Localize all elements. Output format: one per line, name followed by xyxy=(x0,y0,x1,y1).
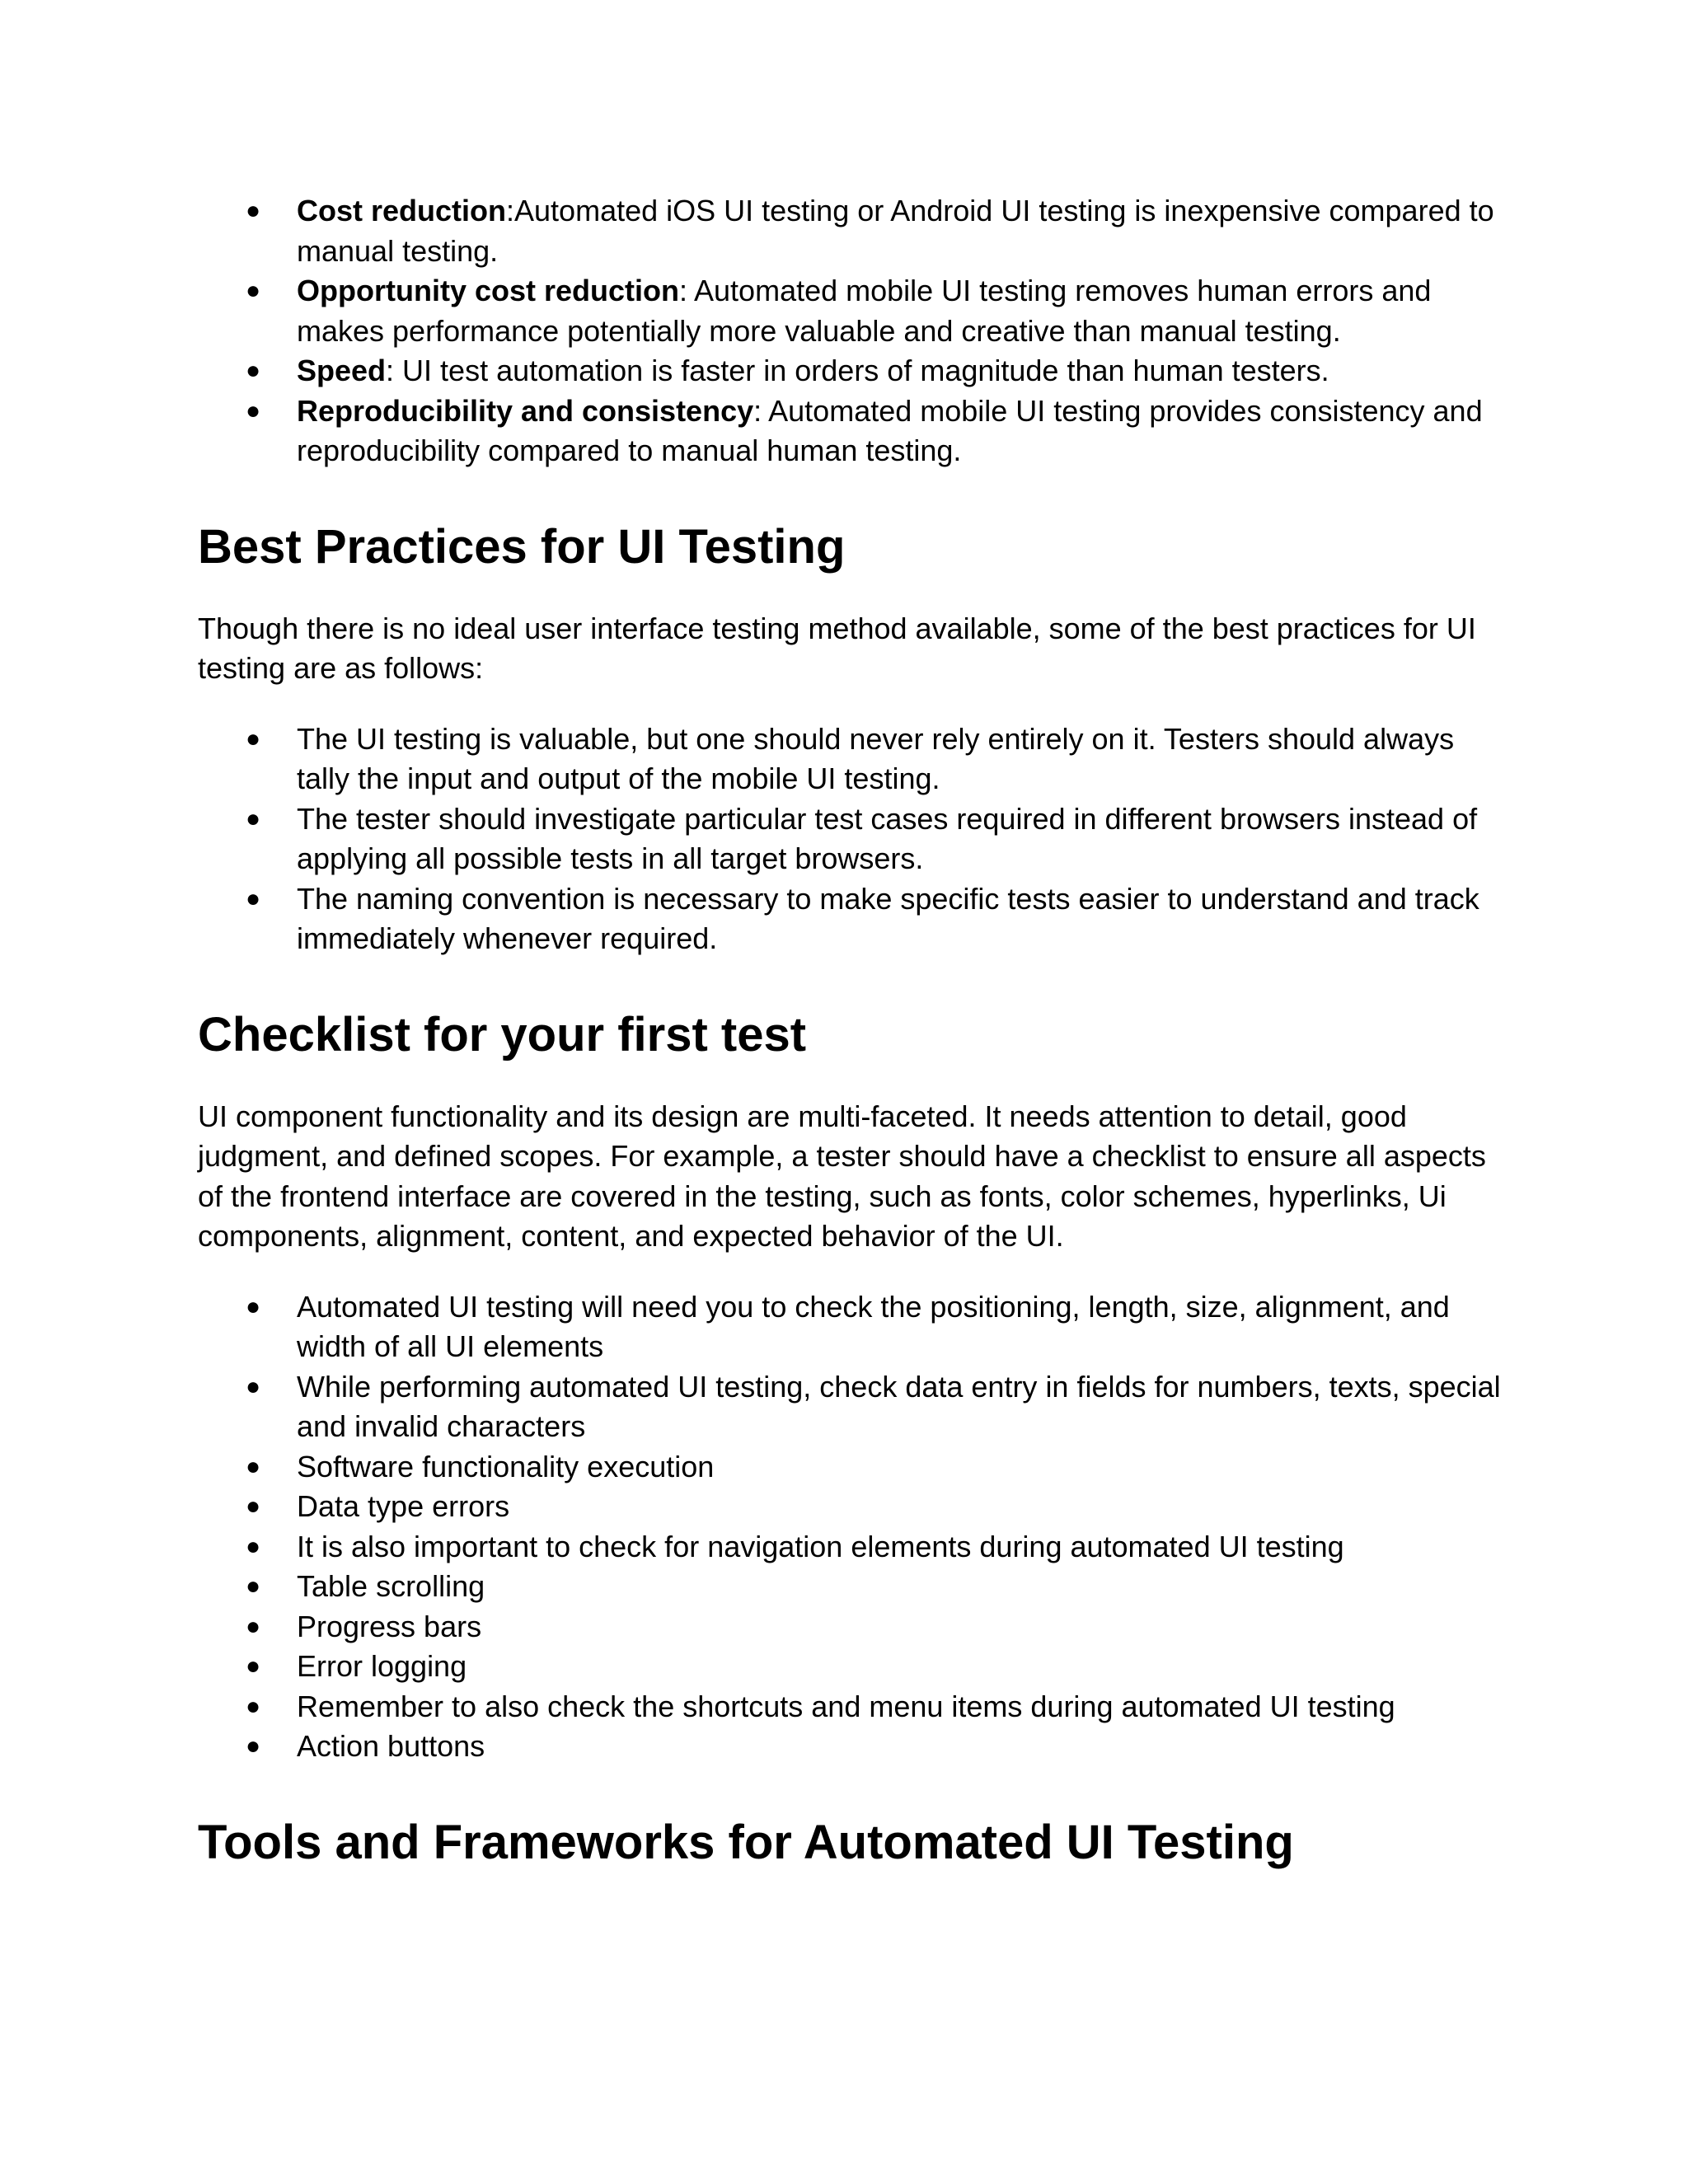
list-item-text: Table scrolling xyxy=(297,1569,485,1603)
bullet-icon: ● xyxy=(246,724,261,752)
list-item-text: Data type errors xyxy=(297,1489,510,1523)
best-practices-intro: Though there is no ideal user interface testing method available, some of the best practices for UI testing are as follows: xyxy=(198,611,1476,685)
list-item xyxy=(198,1487,1508,1527)
bullet-icon: ● xyxy=(246,197,261,224)
list-item xyxy=(198,1567,1508,1607)
list-item-term: Cost reduction xyxy=(297,194,507,227)
bullet-icon: ● xyxy=(246,1612,261,1640)
list-item xyxy=(198,191,1508,271)
bullet-icon: ● xyxy=(246,1493,261,1520)
bullet-icon: ● xyxy=(246,804,261,832)
list-item-text: It is also important to check for navigation elements during automated UI testing xyxy=(297,1529,1344,1563)
document-content xyxy=(198,191,1508,1872)
list-item-term: Opportunity cost reduction xyxy=(297,274,679,307)
list-item xyxy=(198,879,1508,959)
list-item-text: Automated UI testing will need you to check the positioning, length, size, alignment, and width of all UI elements xyxy=(297,1289,1450,1363)
benefits-list xyxy=(198,191,1508,471)
list-item xyxy=(198,351,1508,391)
list-item xyxy=(198,1607,1508,1647)
list-item-text: : Automated mobile UI testing removes human errors and makes performance potentially more valuable and creative than manual testing. xyxy=(297,274,1432,348)
bullet-icon: ● xyxy=(246,884,261,912)
bullet-icon: ● xyxy=(246,1692,261,1720)
bullet-icon: ● xyxy=(246,396,261,424)
list-item xyxy=(198,391,1508,471)
list-item-text: The tester should investigate particular test cases required in different browsers instead of applying all possible tests in all target browsers. xyxy=(297,801,1478,875)
list-item xyxy=(198,1527,1508,1568)
bullet-icon: ● xyxy=(246,357,261,384)
section-heading-tools: Tools and Frameworks for Automated UI Testing xyxy=(198,1815,1294,1869)
list-item-text: : UI test automation is faster in orders of magnitude than human testers. xyxy=(386,354,1329,387)
list-item-text: Progress bars xyxy=(297,1609,482,1643)
list-item xyxy=(198,271,1508,351)
bullet-icon: ● xyxy=(246,1532,261,1560)
list-item xyxy=(198,719,1508,799)
bullet-icon: ● xyxy=(246,1372,261,1400)
checklist-list xyxy=(198,1287,1508,1767)
list-item xyxy=(198,1287,1508,1367)
list-item xyxy=(198,1447,1508,1488)
section-heading-checklist: Checklist for your first test xyxy=(198,1007,807,1062)
section-heading-best-practices: Best Practices for UI Testing xyxy=(198,519,846,574)
list-item-text: The naming convention is necessary to make specific tests easier to understand and track immediately whenever required. xyxy=(297,881,1479,955)
list-item xyxy=(198,1367,1508,1447)
bullet-icon: ● xyxy=(246,1572,261,1600)
list-item xyxy=(198,1687,1508,1727)
list-item-text: Error logging xyxy=(297,1649,467,1683)
bullet-icon: ● xyxy=(246,277,261,304)
list-item-text: The UI testing is valuable, but one should never rely entirely on it. Testers should always tally the input and output of the mobile UI testing. xyxy=(297,721,1455,795)
list-item-text: Software functionality execution xyxy=(297,1449,715,1483)
list-item-text: While performing automated UI testing, check data entry in fields for numbers, texts, special and invalid characters xyxy=(297,1369,1501,1443)
list-item-term: Reproducibility and consistency xyxy=(297,393,754,428)
list-item-term: Speed xyxy=(297,354,387,387)
list-item xyxy=(198,1727,1508,1767)
checklist-intro: UI component functionality and its design are multi-faceted. It needs attention to detail, good judgment, and defined scopes. For example, a tester should have a checklist to ensure all aspects of the frontend interface are covered in the testing, such as fonts, color schemes, hyperlinks, Ui components, alignment, content, and expected behavior of the UI. xyxy=(198,1099,1486,1253)
list-item-text: : Automated mobile UI testing provides consistency and reproducibility compared to manual human testing. xyxy=(297,393,1483,467)
bullet-icon: ● xyxy=(246,1652,261,1680)
list-item-text: :Automated iOS UI testing or Android UI testing is inexpensive compared to manual testing. xyxy=(297,194,1494,268)
list-item-text: Action buttons xyxy=(297,1729,485,1763)
list-item-text: Remember to also check the shortcuts and menu items during automated UI testing xyxy=(297,1689,1395,1723)
bullet-icon: ● xyxy=(246,1732,261,1760)
bullet-icon: ● xyxy=(246,1452,261,1480)
list-item xyxy=(198,1647,1508,1687)
best-practices-list xyxy=(198,719,1508,959)
list-item xyxy=(198,799,1508,879)
bullet-icon: ● xyxy=(246,1292,261,1320)
